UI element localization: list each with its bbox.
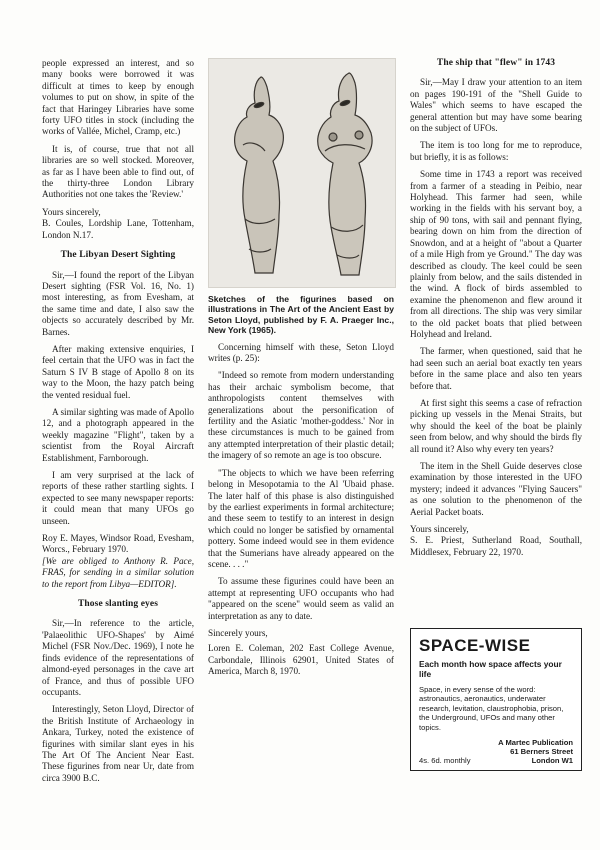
ad-price: 4s. 6d. monthly xyxy=(419,756,471,766)
libyan-signature-block xyxy=(42,533,194,590)
ship-paragraph-5: At first sight this seems a case of refraction picking up vessels in the Menai Straits, but why should the keel of the boat be plainly seen from below, and why should the birds fly all round it? Also why every ten years? xyxy=(410,397,582,454)
libyan-heading: The Libyan Desert Sighting xyxy=(60,250,176,261)
ad-body: Space, in every sense of the word: astronautics, aeronautics, underwater research, levitation, claustrophobia, prison, the Underground, UFOs and many other topics. xyxy=(419,685,564,732)
editor-note: [We are obliged to Anthony R. Pace, FRAS, for sending in a similar solution to the report from Libya—EDITOR]. xyxy=(42,555,194,589)
ad-address: 61 Berners Street xyxy=(510,747,573,757)
libyan-paragraph-3: A similar sighting was made of Apollo 12, and a photograph appeared in the weekly magazine "Flight", taken by a scientist from the Royal Aircraft Establishment, Farnborough. xyxy=(42,406,194,463)
coleman-paragraph-2: To assume these figurines could have been an attempt at representing UFO occupants who had "appeared on the scene" would seem as valid an interpretation as any to date. xyxy=(208,576,394,621)
coleman-signature-block xyxy=(208,628,394,678)
signature-block xyxy=(42,207,194,241)
coleman-signoff: Sincerely yours, xyxy=(208,627,268,638)
figurine-sketches-image xyxy=(208,58,396,288)
ship-paragraph-4: The farmer, when questioned, said that he had seen such an aerial boat exactly ten years before in the same place and also ten years before that. xyxy=(410,346,582,391)
ship-signoff: Yours sincerely, xyxy=(410,524,469,535)
figurines-drawing xyxy=(209,59,395,287)
ship-signature: S. E. Priest, Sutherland Road, Southall, Middlesex, February 22, 1970. xyxy=(410,535,582,557)
coleman-signature: Loren E. Coleman, 202 East College Avenue, Carbondale, Illinois 62901, United States of America, March 8, 1970. xyxy=(208,643,394,677)
ship-paragraph-6: The item in the Shell Guide deserves close examination by those interested in the UFO mystery; indeed it advances "Flying Saucers" as one solution to the phenomenon of the Aerial Packet boats. xyxy=(410,461,582,517)
ship-paragraph-2: The item is too long for me to reproduce, but briefly, it is as follows: xyxy=(410,140,582,162)
libyan-paragraph-2: After making extensive enquiries, I feel certain that the UFO was in fact the Saturn S IV B stage of Apollo 8 on its way to the Moon, the hazy patch being the vented residual fuel. xyxy=(42,343,194,400)
eyes-paragraph-1: Sir,—In reference to the article, 'Palaeolithic UFO-Shapes' by Aimé Michel (FSR Nov./Dec. 1969), I note he finds evidence of the representations of almond-eyed personages in the cave art of France, and thus of possible UFO occupants. xyxy=(42,618,194,697)
libraries-paragraph: It is, of course, true that not all libraries are so well stocked. Moreover, as far as I have been able to find out, of the thirty-three London Library Authorities not one takes the 'Review.' xyxy=(42,143,194,200)
signature: B. Coules, Lordship Lane, Tottenham, London N.17. xyxy=(42,218,194,240)
ad-title: SPACE-WISE xyxy=(419,636,531,655)
ship-heading: The ship that "flew" in 1743 xyxy=(436,58,556,68)
space-wise-advert xyxy=(410,628,582,771)
intro-paragraph: people expressed an interest, and so many books were borrowed it was difficult at times to keep by enough volumes to put on show, in spite of the fact that Haringey Libraries have some forty UFO titles in stock (including the works of Vallée, Michel, Cramp, etc.) xyxy=(42,58,194,137)
ship-signature-block xyxy=(410,524,582,558)
ad-publisher: A Martec Publication xyxy=(498,738,573,748)
quote-paragraph-2: "The objects to which we have been referring belong in Mesopotamia to the Al 'Ubaid phase. The later half of this phase is also distinguished by the earliest experiments in formal architecture; and these seem to testify to an interest in design which could no longer be satisfied by ornamental pottery. Some indeed would see in them evidence that the Sumerians have already appeared on the scene. . . ." xyxy=(208,467,394,569)
libyan-paragraph-1: Sir,—I found the report of the Libyan Desert sighting (FSR Vol. 16, No. 1) most interesting, as from Evesham, at the same time and date, I also saw the objects so accurately described by Mr. Barnes. xyxy=(42,269,194,337)
column-middle xyxy=(208,58,394,678)
libyan-signature: Roy E. Mayes, Windsor Road, Evesham, Worcs., February 1970. xyxy=(42,533,194,555)
coleman-paragraph-1: Concerning himself with these, Seton Lloyd writes (p. 25): xyxy=(208,341,394,364)
ad-subtitle: Each month how space affects your life xyxy=(419,659,562,679)
column-left xyxy=(42,58,194,790)
eyes-heading: Those slanting eyes xyxy=(77,599,159,610)
ad-city: London W1 xyxy=(531,756,573,766)
ship-paragraph-3: Some time in 1743 a report was received from a farmer of a steading in Peibio, near Holyhead. This farmer had seen, while working in the fields with his servant boy, a ship of 90 tons, with sail and pennant flying, bearing down on him from the direction of Snowdon, and at a height of "about a Quarter of a mile High from ye Ground." The day was described as cloudy. The keel could be seen plainly from below, and the sails distended in the wind. A flock of birds assembled to examine the phenomenon and flew around it from all directions. The ship was very similar to the old packet boats that plied between Holyhead and Ireland. xyxy=(410,169,582,339)
quote-paragraph-1: "Indeed so remote from modern understanding has their archaic symbolism become, that anthropologists content themselves with generalizations about the personification of fertility and the Asiatic 'mother-goddess.' Nor in these circumstances is much to be gained from any attempted interpretation of their plastic detail; the imagery of so remote an age is too obscure. xyxy=(208,370,394,461)
figure-caption: Sketches of the figurines based on illustrations in The Art of the Ancient East by Seton Lloyd, published by F. A. Praeger Inc., New York (1965). xyxy=(208,294,394,336)
column-right xyxy=(410,58,582,558)
ship-paragraph-1: Sir,—May I draw your attention to an item on pages 190-191 of the "Shell Guide to Wales" which seems to have escaped the general attention but may have some bearing on the subject of UFOs. xyxy=(410,77,582,134)
signoff: Yours sincerely, xyxy=(42,206,101,217)
ad-price-row xyxy=(419,756,573,765)
eyes-paragraph-2: Interestingly, Seton Lloyd, Director of the British Institute of Archaeology in Ankara, Turkey, noted the existence of figurines with similar slant eyes in his The Art Of The Ancient Near East. These figurines from near Ur, date from circa 3900 B.C. xyxy=(42,704,194,783)
libyan-paragraph-4: I am very surprised at the lack of reports of these rather startling sights. I expected to see many newspaper reports: it could mean that many UFOs go unseen. xyxy=(42,470,194,526)
